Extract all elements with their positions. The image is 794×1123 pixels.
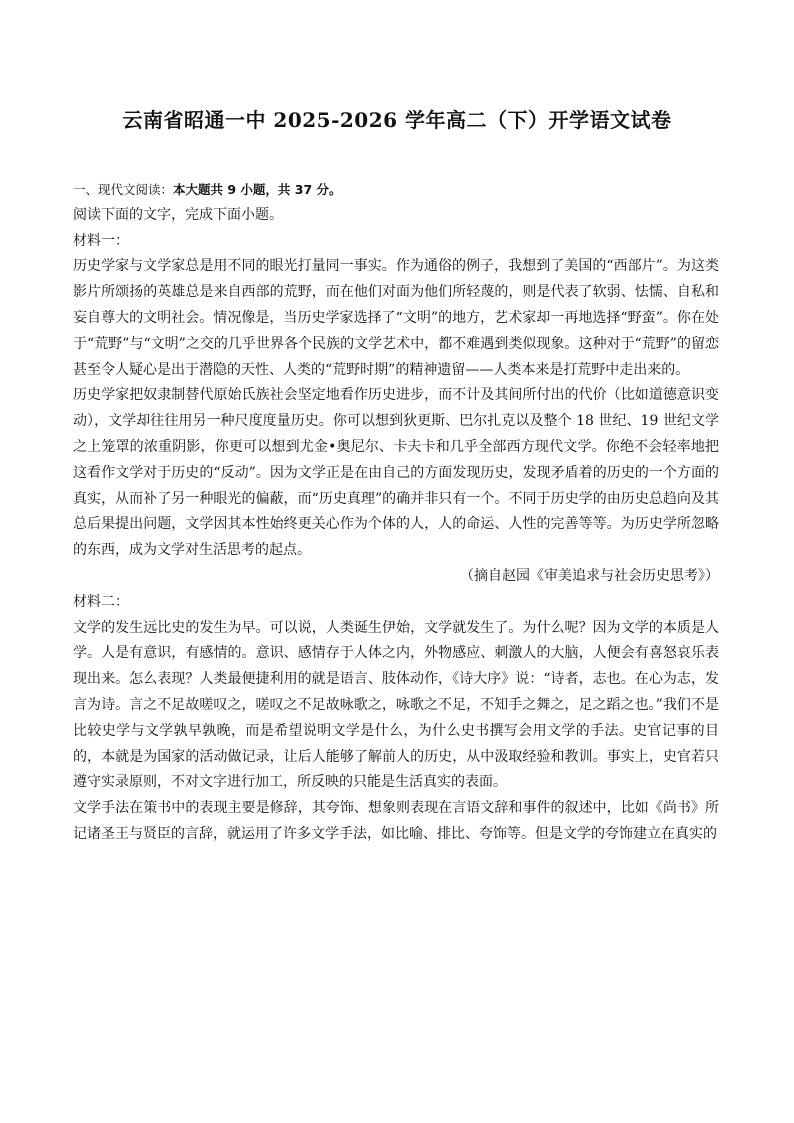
material-one-label: 材料一： xyxy=(73,232,129,249)
section-prefix: 一、现代文阅读： xyxy=(73,182,174,197)
instruction-text: 阅读下面的文字，完成下面小题。 xyxy=(73,206,283,223)
material-one-paragraph-1: 历史学家与文学家总是用不同的眼光打量同一事实。作为通俗的例子，我想到了美国的“西部片”。为这类影片所颂扬的英雄总是来自西部的荒野，而在他们对面为他们所轻蔑的，则是代表了软弱、怯懦、自私和妄自尊大的文明社会。情况像是，当历史学家选择了“文明”的地方，艺术家却一再地选择“野蛮”。你在处于“荒野”与“文明”之交的几乎世界各个民族的文学艺术中，都不难遇到类似现象。这种对于“荒野”的留恋甚至令人疑心是出于潜隐的天性、人类的“荒野时期”的精神遗留——人类本来是打荒野中走出来的。 xyxy=(73,258,719,378)
document-title: 云南省昭通一中 2025-2026 学年高二（下）开学语文试卷 xyxy=(122,108,672,132)
material-one-source: （摘自赵园《审美追求与社会历史思考》） xyxy=(460,567,719,584)
material-two-paragraph-1: 文学的发生远比史的发生为早。可以说，人类诞生伊始，文学就发生了。为什么呢？因为文学的本质是人学。人是有意识，有感情的。意识、感情存于人体之内，外物感应、刺激人的大脑，人便会有喜怒哀乐表现出来。怎么表现？人类最便捷利用的就是语言、肢体动作，《诗大序》说：“诗者，志也。在心为志，发言为诗。言之不足故嗟叹之，嗟叹之不足故咏歌之，咏歌之不足，不知手之舞之，足之蹈之也。”我们不是比较史学与文学孰早孰晚，而是希望说明文学是什么，为什么史书撰写会用文学的手法。史官记事的目的，本就是为国家的活动做记录，让后人能够了解前人的历史，从中汲取经验和教训。事实上，史官若只遵守实录原则，不对文字进行加工，所反映的只能是生活真实的表面。 xyxy=(73,619,719,791)
material-two-label: 材料二： xyxy=(73,593,129,610)
document-body xyxy=(73,177,719,848)
section-heading xyxy=(73,177,719,203)
section-score: 本大题共 9 小题，共 37 分。 xyxy=(173,182,342,197)
material-one-paragraph-2: 历史学家把奴隶制替代原始氏族社会坚定地看作历史进步，而不计及其间所付出的代价（比如道德意识变动），文学却往往用另一种尺度度量历史。你可以想到狄更斯、巴尔扎克以及整个 18 世纪、19 世纪文学之上笼罩的浓重阴影，你更可以想到尤金•奥尼尔、卡夫卡和几乎全部西方现代文学。你绝不会轻率地把这看作文学对于历史的“反动”。因为文学正是在由自己的方面发现历史，发现矛盾着的历史的一个方面的真实，从而补了另一种眼光的偏蔽，而“历史真理”的确并非只有一个。不同于历史学的由历史总趋向及其总后果提出问题，文学因其本性始终更关心作为个体的人，人的命运、人性的完善等等。为历史学所忽略的东西，成为文学对生活思考的起点。 xyxy=(73,387,719,559)
material-two-paragraph-2: 文学手法在策书中的表现主要是修辞，其夸饰、想象则表现在言语文辞和事件的叙述中，比如《尚书》所记诸圣王与贤臣的言辞，就运用了许多文学手法，如比喻、排比、夸饰等。但是文学的夸饰建立在真实的 xyxy=(73,800,719,842)
